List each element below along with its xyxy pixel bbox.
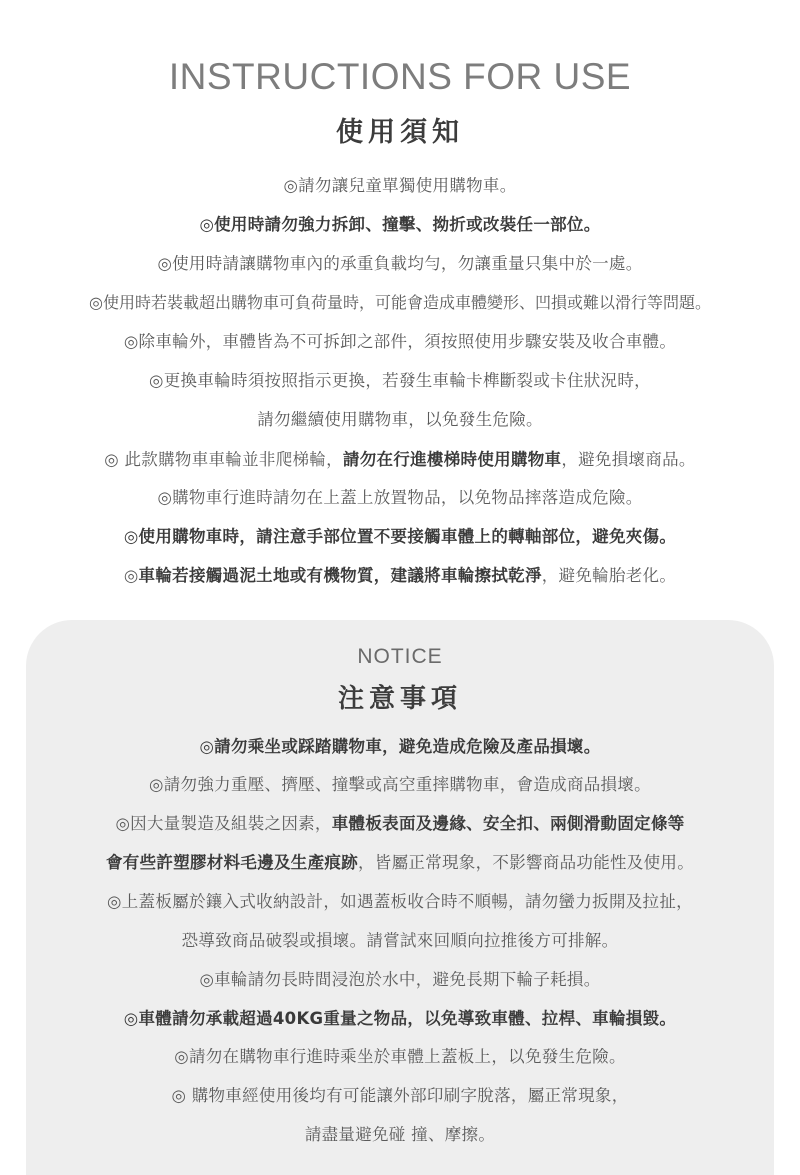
notice-line: 恐導致商品破裂或損壞。請嘗試來回順向拉推後方可排解。 [181, 931, 619, 950]
instruction-text-bold: 車輪若接觸過泥土地或有機物質，建議將車輪擦拭乾淨 [138, 566, 542, 585]
instruction-line: 請勿繼續使用購物車，以免發生危險。 [257, 410, 543, 429]
notice-line: ◎車輪請勿長時間浸泡於水中，避免長期下輪子耗損。 [199, 970, 601, 989]
notice-text-bold: 車體板表面及邊緣、安全扣、兩側滑動固定條等 [331, 814, 685, 833]
notice-text: ，皆屬正常現象，不影響商品功能性及使用。 [358, 853, 694, 872]
notice-line: ◎上蓋板屬於鑲入式收納設計，如遇蓋板收合時不順暢，請勿蠻力扳開及拉扯， [107, 892, 693, 911]
instruction-line [0, 449, 800, 471]
notice-line: ◎車體請勿承載超過40KG重量之物品，以免導致車體、拉桿、車輪損毀。 [123, 1009, 677, 1028]
notice-text-bold: 會有些許塑膠材料毛邊及生產痕跡 [106, 853, 358, 872]
notice-text: ◎因大量製造及組裝之因素， [115, 814, 332, 833]
instructions-title-zh: 使用須知 [336, 117, 464, 148]
instruction-text-bold: 請勿在行進樓梯時使用購物車 [342, 450, 562, 469]
instructions-title-en: INSTRUCTIONS FOR USE [168, 56, 632, 97]
notice-line: ◎請勿強力重壓、擠壓、撞擊或高空重摔購物車，會造成商品損壞。 [149, 775, 651, 794]
notice-line: 請盡量避免碰 撞、摩擦。 [304, 1125, 496, 1144]
instruction-text: ，避免損壞商品。 [561, 450, 696, 469]
instruction-line: ◎使用購物車時，請注意手部位置不要接觸車體上的轉軸部位，避免夾傷。 [123, 527, 677, 546]
notice-line: ◎ 購物車經使用後均有可能讓外部印刷字脫落，屬正常現象， [171, 1086, 629, 1105]
instruction-line: ◎除車輪外，車體皆為不可拆卸之部件，須按照使用步驟安裝及收合車體。 [123, 332, 677, 351]
notice-line [0, 813, 800, 835]
instruction-line: ◎使用時請勿強力拆卸、撞擊、拗折或改裝任一部位。 [199, 215, 601, 234]
instruction-text: ◎ [123, 566, 139, 585]
notice-title-en: NOTICE [357, 645, 443, 668]
notice-title-zh: 注意事項 [337, 684, 462, 714]
instruction-text: ，避免輪胎老化。 [541, 566, 677, 585]
instruction-line: ◎使用時若裝載超出購物車可負荷量時，可能會造成車體變形、凹損或難以滑行等問題。 [89, 293, 711, 312]
notice-line: ◎請勿乘坐或踩踏購物車，避免造成危險及產品損壞。 [199, 737, 601, 756]
instruction-text: ◎ 此款購物車車輪並非爬梯輪， [104, 450, 343, 469]
instruction-line [0, 565, 800, 587]
instruction-line: ◎購物車行進時請勿在上蓋上放置物品，以免物品摔落造成危險。 [157, 488, 643, 507]
notice-line [0, 852, 800, 874]
instruction-line: ◎更換車輪時須按照指示更換，若發生車輪卡榫斷裂或卡住狀況時， [149, 371, 651, 390]
notice-line: ◎請勿在購物車行進時乘坐於車體上蓋板上，以免發生危險。 [174, 1047, 626, 1066]
instruction-line: ◎請勿讓兒童單獨使用購物車。 [283, 176, 517, 195]
instruction-line: ◎使用時請讓購物車內的承重負載均勻，勿讓重量只集中於一處。 [157, 254, 643, 273]
